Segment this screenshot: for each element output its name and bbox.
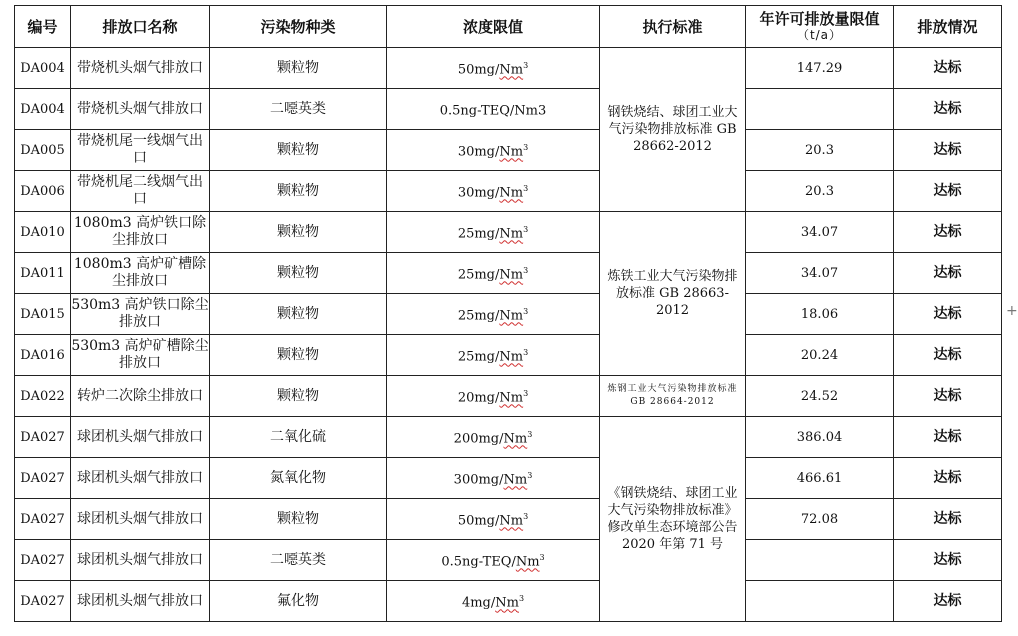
- limit-unit-superscript: 3: [523, 225, 529, 235]
- limit-unit-superscript: 3: [523, 143, 529, 153]
- limit-value: 30mg/: [457, 144, 500, 160]
- cell-annual-limit: 20.3: [746, 130, 894, 171]
- cell-limit: [387, 417, 600, 458]
- cell-limit: [387, 335, 600, 376]
- limit-unit: Nm: [515, 554, 540, 570]
- cell-standard: 炼钢工业大气污染物排放标准 GB 28664-2012: [600, 376, 746, 417]
- cell-limit: [387, 581, 600, 622]
- cell-limit: [387, 130, 600, 171]
- limit-value: 20mg/: [457, 390, 500, 406]
- limit-unit: Nm: [495, 595, 519, 611]
- cell-id: DA016: [15, 335, 71, 376]
- cell-limit: [387, 171, 600, 212]
- limit-value: 0.5ng-TEQ/Nm3: [439, 103, 547, 119]
- cell-limit: [387, 212, 600, 253]
- header-annual: [746, 6, 894, 48]
- edge-plus-mark: +: [1006, 303, 1018, 319]
- header-annual-label: 年许可排放量限值: [759, 9, 880, 28]
- limit-value: 4mg/: [461, 595, 496, 611]
- limit-value: 25mg/: [457, 226, 500, 242]
- cell-status: 达标: [894, 212, 1002, 253]
- cell-annual-limit: [746, 581, 894, 622]
- cell-limit: [387, 376, 600, 417]
- cell-id: DA010: [15, 212, 71, 253]
- table-row: [15, 540, 1002, 581]
- table-body: [15, 48, 1002, 622]
- cell-outlet: 球团机头烟气排放口: [71, 540, 210, 581]
- cell-pollutant: 氮氧化物: [210, 458, 387, 499]
- limit-unit-superscript: 3: [523, 389, 529, 399]
- cell-status: 达标: [894, 294, 1002, 335]
- table-row: [15, 581, 1002, 622]
- cell-limit: [387, 253, 600, 294]
- cell-annual-limit: 72.08: [746, 499, 894, 540]
- cell-status: 达标: [894, 376, 1002, 417]
- limit-unit: Nm: [499, 308, 524, 324]
- cell-status: 达标: [894, 48, 1002, 89]
- limit-unit-superscript: 3: [527, 430, 533, 440]
- limit-unit: Nm: [499, 267, 524, 283]
- cell-status: 达标: [894, 171, 1002, 212]
- cell-id: DA004: [15, 48, 71, 89]
- cell-pollutant: 颗粒物: [210, 294, 387, 335]
- cell-pollutant: 氟化物: [210, 581, 387, 622]
- cell-pollutant: 颗粒物: [210, 48, 387, 89]
- table-row: [15, 335, 1002, 376]
- cell-pollutant: 颗粒物: [210, 212, 387, 253]
- cell-status: 达标: [894, 335, 1002, 376]
- cell-outlet: 1080m3 高炉矿槽除尘排放口: [71, 253, 210, 294]
- cell-pollutant: 颗粒物: [210, 335, 387, 376]
- limit-unit-superscript: 3: [523, 266, 529, 276]
- limit-value: 30mg/: [457, 185, 500, 201]
- limit-value: 200mg/: [453, 431, 504, 447]
- cell-standard: 钢铁烧结、球团工业大气污染物排放标准 GB 28662-2012: [600, 48, 746, 212]
- cell-annual-limit: 147.29: [746, 48, 894, 89]
- cell-status: 达标: [894, 540, 1002, 581]
- limit-unit: Nm: [499, 513, 524, 529]
- limit-unit: Nm: [499, 185, 524, 201]
- limit-unit-superscript: 3: [523, 307, 529, 317]
- limit-value: 50mg/: [457, 513, 500, 529]
- table-row: [15, 253, 1002, 294]
- cell-outlet: 1080m3 高炉铁口除尘排放口: [71, 212, 210, 253]
- limit-unit-superscript: 3: [523, 512, 529, 522]
- limit-unit: Nm: [503, 431, 528, 447]
- limit-unit-superscript: 3: [518, 594, 525, 604]
- cell-pollutant: 颗粒物: [210, 376, 387, 417]
- cell-outlet: 带烧机头烟气排放口: [71, 48, 210, 89]
- cell-annual-limit: 20.24: [746, 335, 894, 376]
- limit-value: 25mg/: [457, 308, 500, 324]
- header-limit: 浓度限值: [387, 6, 600, 48]
- table-row: [15, 89, 1002, 130]
- cell-pollutant: 颗粒物: [210, 499, 387, 540]
- limit-unit: Nm: [503, 472, 528, 488]
- cell-status: 达标: [894, 417, 1002, 458]
- cell-annual-limit: 18.06: [746, 294, 894, 335]
- cell-pollutant: 颗粒物: [210, 253, 387, 294]
- cell-annual-limit: 20.3: [746, 171, 894, 212]
- cell-annual-limit: 34.07: [746, 253, 894, 294]
- limit-value: 50mg/: [457, 62, 500, 78]
- cell-annual-limit: 34.07: [746, 212, 894, 253]
- table-row: [15, 48, 1002, 89]
- cell-limit: [387, 458, 600, 499]
- cell-annual-limit: 24.52: [746, 376, 894, 417]
- table-row: [15, 458, 1002, 499]
- cell-id: DA027: [15, 417, 71, 458]
- cell-id: DA027: [15, 499, 71, 540]
- cell-limit: [387, 540, 600, 581]
- cell-outlet: 球团机头烟气排放口: [71, 417, 210, 458]
- cell-id: DA027: [15, 458, 71, 499]
- limit-unit: Nm: [499, 144, 524, 160]
- table-row: [15, 171, 1002, 212]
- cell-outlet: 带烧机尾一线烟气出口: [71, 130, 210, 171]
- header-pollutant: 污染物种类: [210, 6, 387, 48]
- limit-unit-superscript: 3: [523, 348, 529, 358]
- limit-unit-superscript: 3: [527, 471, 533, 481]
- cell-status: 达标: [894, 253, 1002, 294]
- limit-unit: Nm: [499, 62, 524, 78]
- cell-limit: [387, 294, 600, 335]
- cell-annual-limit: 466.61: [746, 458, 894, 499]
- emission-table: [14, 5, 1002, 622]
- cell-annual-limit: [746, 540, 894, 581]
- cell-outlet: 转炉二次除尘排放口: [71, 376, 210, 417]
- cell-pollutant: 颗粒物: [210, 171, 387, 212]
- table-row: [15, 294, 1002, 335]
- cell-status: 达标: [894, 130, 1002, 171]
- cell-outlet: 带烧机尾二线烟气出口: [71, 171, 210, 212]
- cell-id: DA022: [15, 376, 71, 417]
- header-id: 编号: [15, 6, 71, 48]
- limit-value: 25mg/: [457, 349, 500, 365]
- cell-status: 达标: [894, 89, 1002, 130]
- cell-annual-limit: 386.04: [746, 417, 894, 458]
- cell-id: DA004: [15, 89, 71, 130]
- cell-outlet: 530m3 高炉铁口除尘排放口: [71, 294, 210, 335]
- cell-pollutant: 二噁英类: [210, 540, 387, 581]
- table-row: [15, 130, 1002, 171]
- table-row: [15, 499, 1002, 540]
- limit-value: 0.5ng-TEQ/: [441, 554, 516, 570]
- limit-unit-superscript: 3: [523, 184, 529, 194]
- limit-unit-superscript: 3: [523, 61, 529, 71]
- cell-outlet: 球团机头烟气排放口: [71, 499, 210, 540]
- limit-unit-superscript: 3: [539, 553, 545, 563]
- cell-standard: 《钢铁烧结、球团工业大气污染物排放标准》修改单生态环境部公告 2020 年第 71 号: [600, 417, 746, 622]
- cell-outlet: 球团机头烟气排放口: [71, 458, 210, 499]
- table-row: [15, 417, 1002, 458]
- cell-outlet: 530m3 高炉矿槽除尘排放口: [71, 335, 210, 376]
- table-row: [15, 376, 1002, 417]
- cell-id: DA027: [15, 581, 71, 622]
- cell-id: DA006: [15, 171, 71, 212]
- cell-pollutant: 颗粒物: [210, 130, 387, 171]
- cell-pollutant: 二氧化硫: [210, 417, 387, 458]
- header-standard: 执行标准: [600, 6, 746, 48]
- header-status: 排放情况: [894, 6, 1002, 48]
- cell-status: 达标: [894, 581, 1002, 622]
- cell-id: DA005: [15, 130, 71, 171]
- cell-status: 达标: [894, 458, 1002, 499]
- cell-id: DA027: [15, 540, 71, 581]
- table-row: [15, 212, 1002, 253]
- cell-outlet: 带烧机头烟气排放口: [71, 89, 210, 130]
- limit-unit: Nm: [499, 226, 524, 242]
- cell-pollutant: 二噁英类: [210, 89, 387, 130]
- cell-outlet: 球团机头烟气排放口: [71, 581, 210, 622]
- limit-unit: Nm: [499, 390, 524, 406]
- header-row: [15, 6, 1002, 48]
- cell-id: DA011: [15, 253, 71, 294]
- limit-value: 25mg/: [457, 267, 500, 283]
- limit-unit: Nm: [499, 349, 524, 365]
- cell-status: 达标: [894, 499, 1002, 540]
- limit-value: 300mg/: [453, 472, 504, 488]
- cell-limit: [387, 48, 600, 89]
- cell-standard: 炼铁工业大气污染物排放标准 GB 28663-2012: [600, 212, 746, 376]
- cell-annual-limit: [746, 89, 894, 130]
- cell-limit: [387, 89, 600, 130]
- header-annual-unit: （t/a）: [796, 27, 843, 42]
- cell-limit: [387, 499, 600, 540]
- header-outlet: 排放口名称: [71, 6, 210, 48]
- cell-id: DA015: [15, 294, 71, 335]
